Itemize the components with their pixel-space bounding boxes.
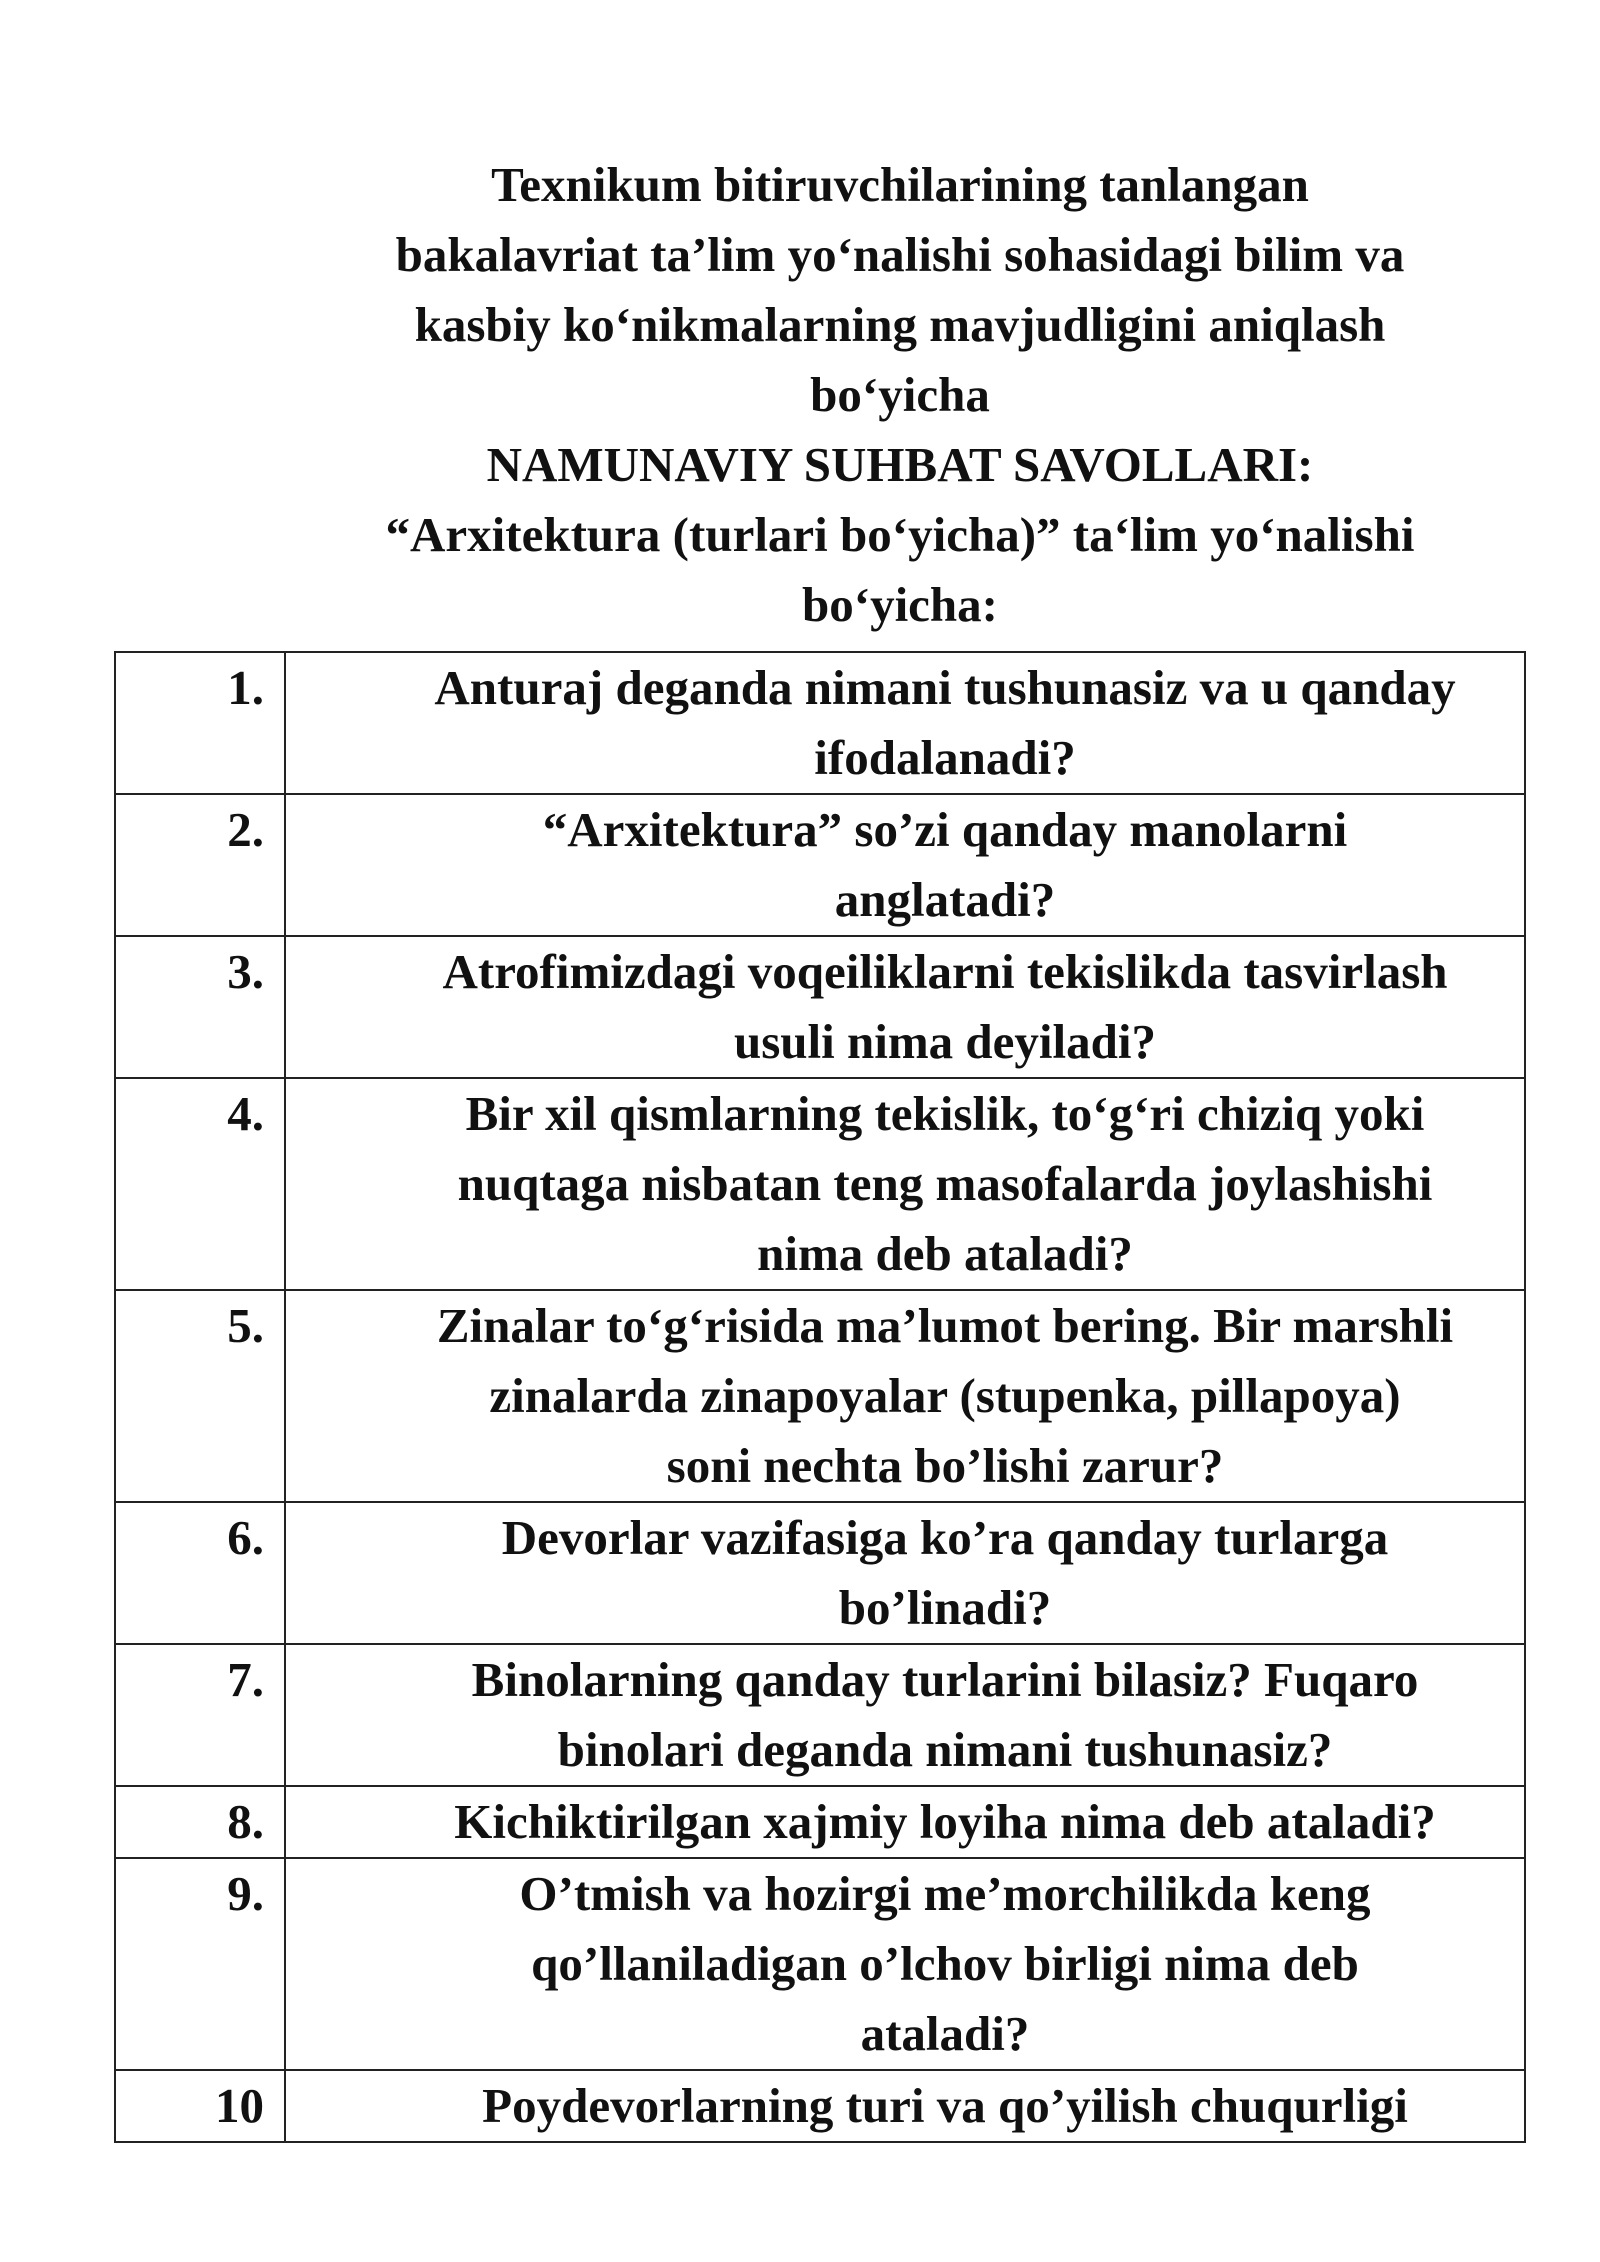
question-number: 2. — [115, 794, 285, 936]
question-text — [285, 936, 1525, 1078]
heading-title-line: NAMUNAVIY SUHBAT SAVOLLARI: — [486, 437, 1314, 492]
question-line: ifodalanadi? — [814, 730, 1076, 785]
question-text — [285, 652, 1525, 794]
question-line: “Arxitektura” so’zi qanday manolarni — [542, 802, 1348, 857]
table-row — [115, 652, 1525, 794]
question-line: ataladi? — [860, 2006, 1030, 2061]
heading-line: bakalavriat ta’lim yo‘nalishi sohasidagi bilim va — [395, 227, 1405, 282]
question-number: 8. — [115, 1786, 285, 1858]
question-line: Binolarning qanday turlarini bilasiz? Fuqaro — [471, 1652, 1419, 1707]
table-row — [115, 1786, 1525, 1858]
table-row — [115, 2070, 1525, 2142]
question-line: Atrofimizdagi voqeiliklarni tekislikda tasvirlash — [442, 944, 1448, 999]
question-line: qo’llaniladigan o’lchov birligi nima deb — [531, 1936, 1359, 1991]
heading-line: “Arxitektura (turlari bo‘yicha)” ta‘lim yo‘nalishi — [385, 507, 1415, 562]
table-row — [115, 1644, 1525, 1786]
question-number: 5. — [115, 1290, 285, 1502]
question-line: binolari deganda nimani tushunasiz? — [557, 1722, 1333, 1777]
heading-line: bo‘yicha — [810, 367, 990, 422]
question-text — [285, 1786, 1525, 1858]
heading-line: bo‘yicha: — [802, 577, 998, 632]
question-number: 10 — [115, 2070, 285, 2142]
question-line: Anturaj deganda nimani tushunasiz va u qanday — [434, 660, 1456, 715]
question-number: 1. — [115, 652, 285, 794]
question-text — [285, 1644, 1525, 1786]
question-text — [285, 1078, 1525, 1290]
question-text — [285, 794, 1525, 936]
question-line: Devorlar vazifasiga ko’ra qanday turlarga — [501, 1510, 1389, 1565]
question-line: Poydevorlarning turi va qo’yilish chuqurligi — [482, 2078, 1408, 2133]
table-row — [115, 1290, 1525, 1502]
question-line: nuqtaga nisbatan teng masofalarda joylashishi — [457, 1156, 1433, 1211]
question-number: 4. — [115, 1078, 285, 1290]
table-row — [115, 1078, 1525, 1290]
table-row — [115, 1502, 1525, 1644]
question-line: zinalarda zinapoyalar (stupenka, pillapoya) — [489, 1368, 1401, 1423]
question-text — [285, 1858, 1525, 2070]
heading-line: kasbiy ko‘nikmalarning mavjudligini aniqlash — [414, 297, 1386, 352]
question-line: Bir xil qismlarning tekislik, to‘g‘ri chiziq yoki — [465, 1086, 1425, 1141]
question-text — [285, 1502, 1525, 1644]
document-heading — [330, 150, 1470, 640]
question-number: 3. — [115, 936, 285, 1078]
table-row — [115, 794, 1525, 936]
question-line: O’tmish va hozirgi me’morchilikda keng — [519, 1866, 1371, 1921]
question-number: 6. — [115, 1502, 285, 1644]
table-row — [115, 1858, 1525, 2070]
heading-line: Texnikum bitiruvchilarining tanlangan — [491, 157, 1309, 212]
question-line: anglatadi? — [834, 872, 1056, 927]
question-text — [285, 2070, 1525, 2142]
question-line: Kichiktirilgan xajmiy loyiha nima deb ataladi? — [454, 1794, 1436, 1849]
question-number: 7. — [115, 1644, 285, 1786]
question-line: soni nechta bo’lishi zarur? — [666, 1438, 1224, 1493]
question-line: Zinalar to‘g‘risida ma’lumot bering. Bir marshli — [436, 1298, 1454, 1353]
table-row — [115, 936, 1525, 1078]
question-text — [285, 1290, 1525, 1502]
question-line: usuli nima deyiladi? — [733, 1014, 1157, 1069]
questions-table — [114, 651, 1526, 2143]
question-number: 9. — [115, 1858, 285, 2070]
question-line: bo’linadi? — [838, 1580, 1052, 1635]
question-line: nima deb ataladi? — [757, 1226, 1133, 1281]
